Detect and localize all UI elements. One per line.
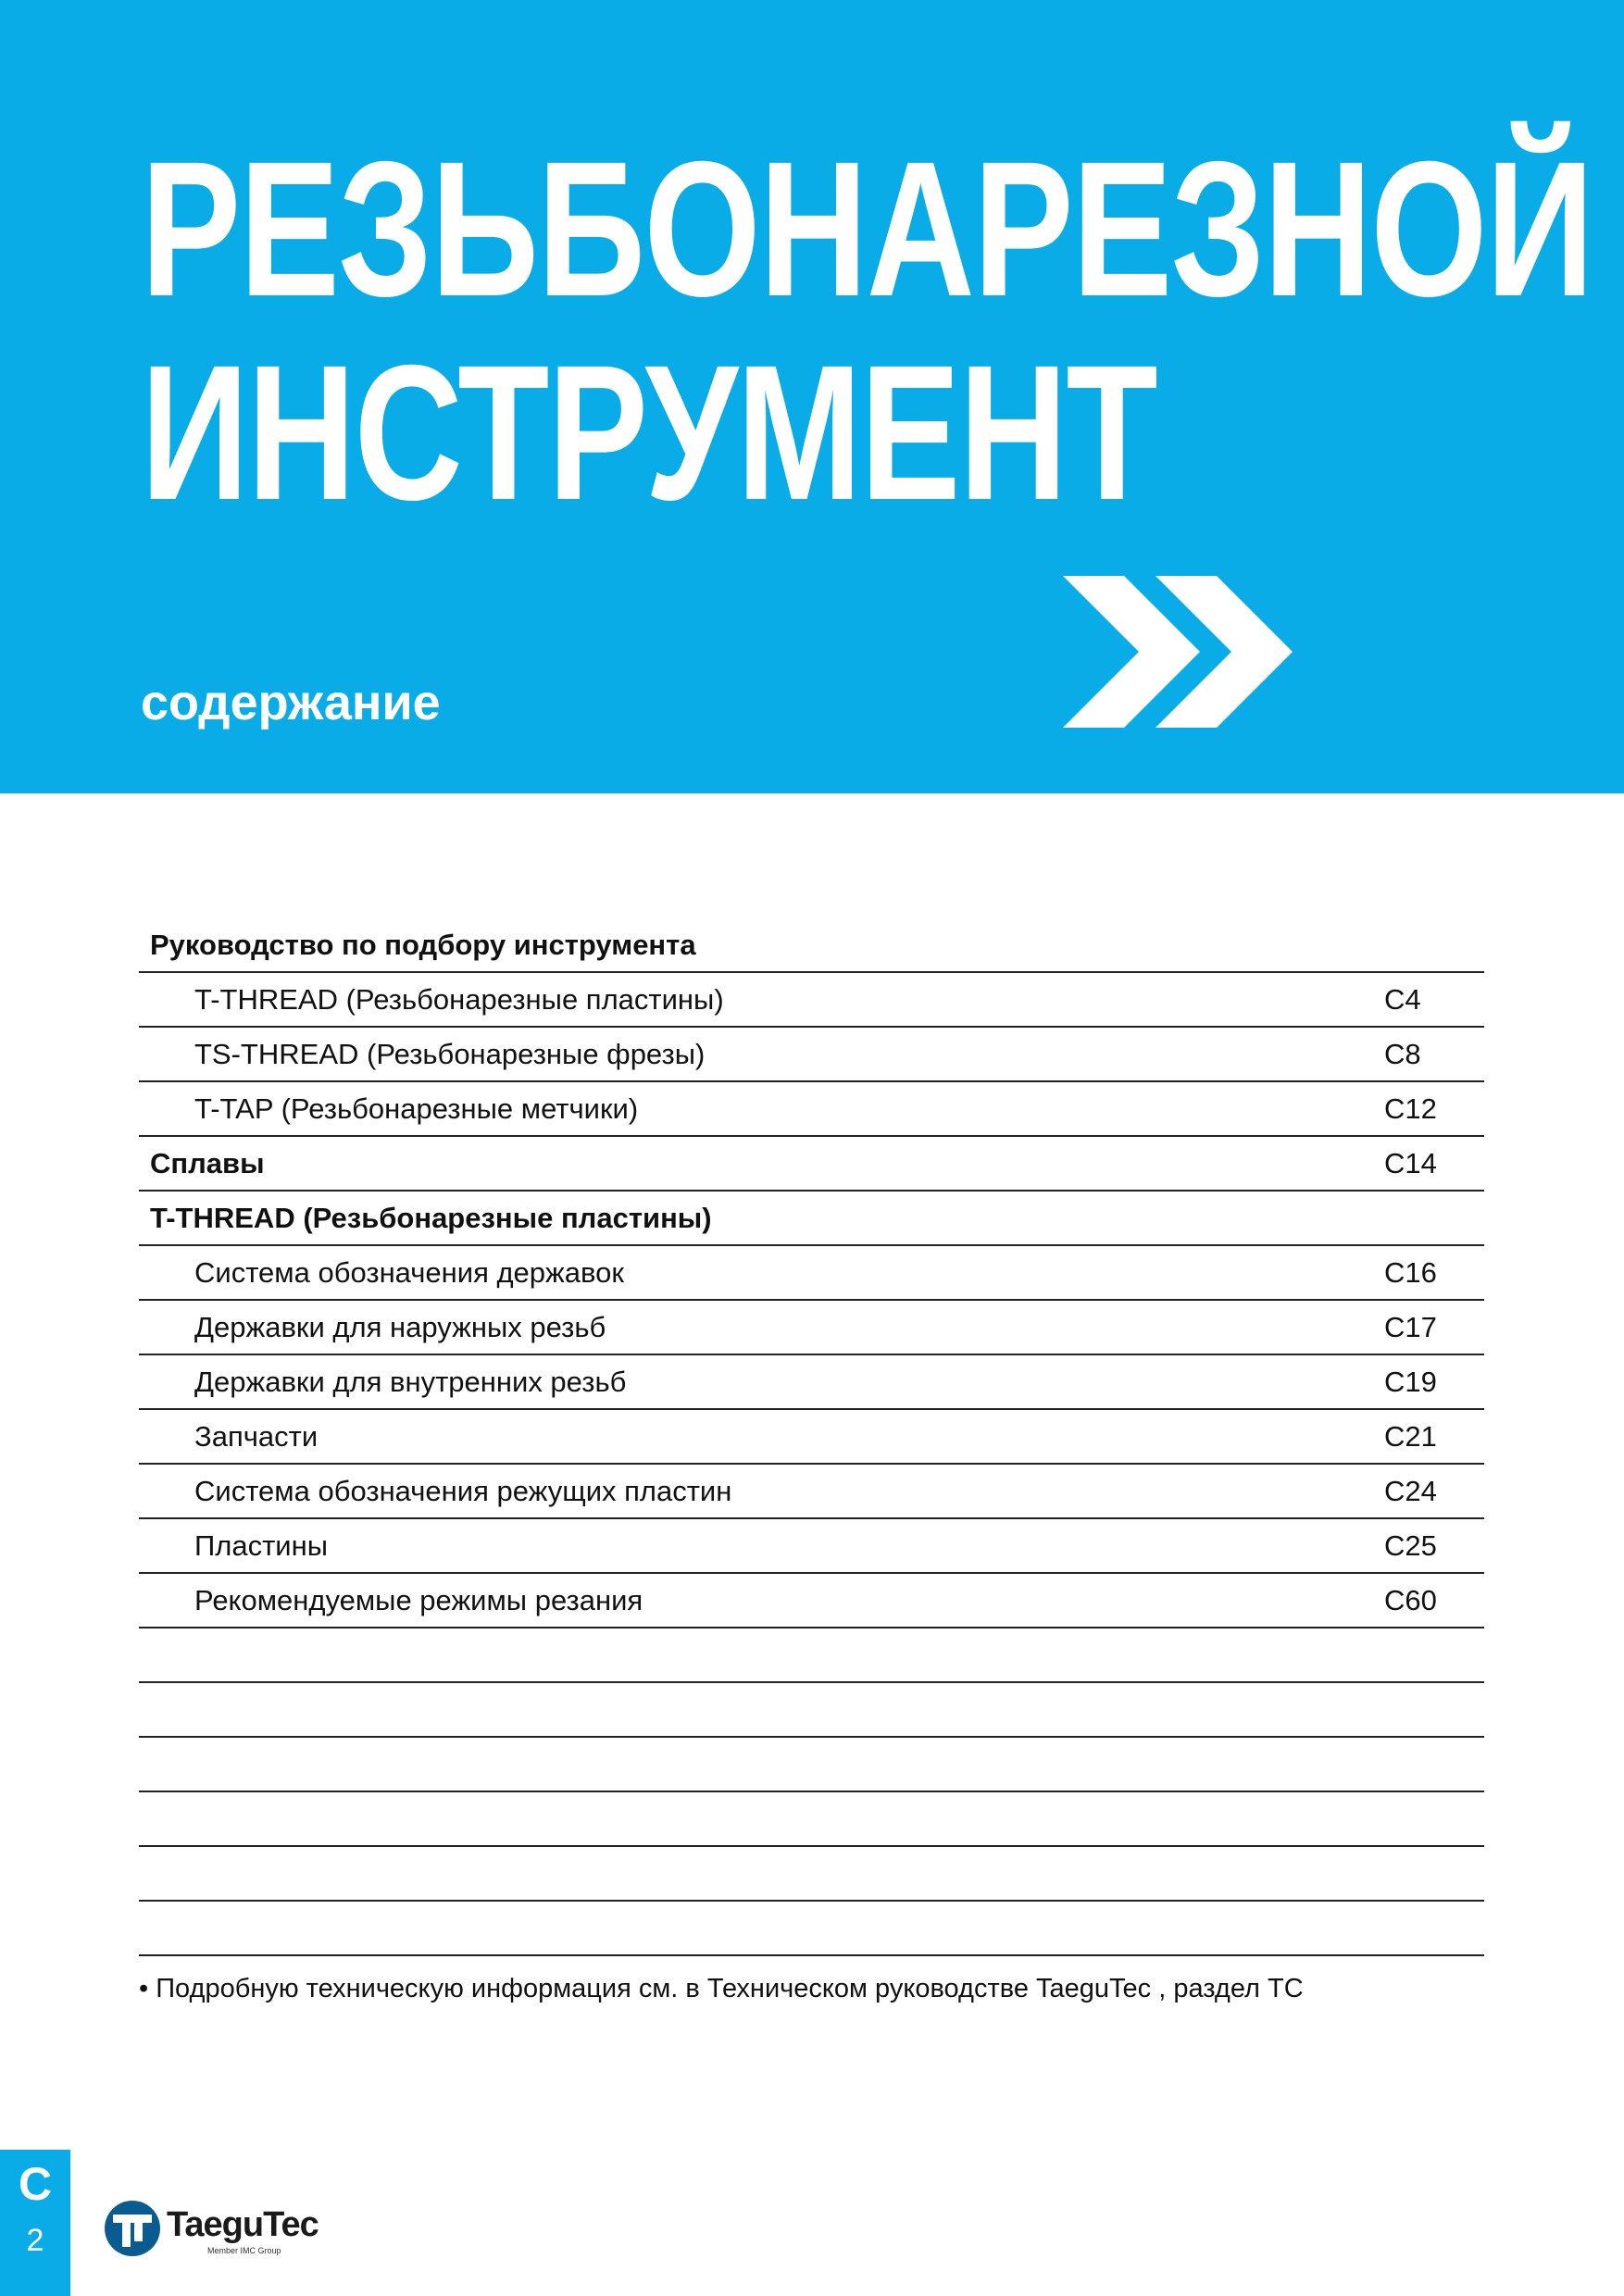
toc-row bbox=[139, 1137, 1484, 1192]
footnote: • Подробную техническую информация см. в Техническом руководстве TaeguTec , раздел TC bbox=[139, 1974, 1304, 2003]
toc-row bbox=[139, 1465, 1484, 1519]
toc-blank-row bbox=[139, 1847, 1484, 1902]
toc-row bbox=[139, 1301, 1484, 1355]
table-of-contents bbox=[139, 918, 1484, 1956]
toc-page-ref: C14 bbox=[1384, 1147, 1437, 1179]
page-title bbox=[141, 122, 1593, 541]
toc-row bbox=[139, 1519, 1484, 1574]
toc-entry-label: Система обозначения державок bbox=[194, 1256, 624, 1289]
toc-page-ref: C25 bbox=[1384, 1529, 1437, 1562]
logo-tagline: Member IMC Group bbox=[207, 2246, 281, 2255]
taegutec-logo bbox=[104, 2200, 344, 2261]
toc-row bbox=[139, 1355, 1484, 1410]
title-line-2: ИНСТРУМЕНТ bbox=[141, 326, 1157, 541]
toc-entry-label: Руководство по подбору инструмента bbox=[150, 929, 696, 961]
title-line-1: РЕЗЬБОНАРЕЗНОЙ bbox=[141, 122, 1593, 337]
toc-entry-label: T-THREAD (Резьбонарезные пластины) bbox=[194, 983, 724, 1016]
toc-entry-label: T-TAP (Резьбонарезные метчики) bbox=[194, 1092, 639, 1125]
toc-blank-row bbox=[139, 1902, 1484, 1956]
toc-page-ref: C16 bbox=[1384, 1256, 1437, 1289]
toc-entry-label: Рекомендуемые режимы резания bbox=[194, 1584, 643, 1616]
toc-entry-label: TS-THREAD (Резьбонарезные фрезы) bbox=[194, 1038, 706, 1070]
toc-row bbox=[139, 1410, 1484, 1465]
toc-page-ref: C21 bbox=[1384, 1420, 1437, 1453]
toc-page-ref: C60 bbox=[1384, 1584, 1437, 1616]
toc-row bbox=[139, 1082, 1484, 1137]
toc-row bbox=[139, 1574, 1484, 1628]
toc-entry-label: Запчасти bbox=[194, 1420, 319, 1453]
section-letter: C bbox=[18, 2158, 53, 2210]
subtitle: содержание bbox=[141, 675, 441, 730]
toc-page-ref: C19 bbox=[1384, 1366, 1437, 1398]
logo-wordmark: TaeguTec bbox=[167, 2205, 319, 2244]
toc-blank-row bbox=[139, 1738, 1484, 1792]
toc-entry-label: Пластины bbox=[194, 1529, 329, 1562]
toc-blank-row bbox=[139, 1792, 1484, 1847]
toc-entry-label: Система обозначения режущих пластин bbox=[194, 1475, 732, 1507]
section-tab bbox=[0, 2150, 70, 2296]
toc-row bbox=[139, 973, 1484, 1028]
toc-blank-row bbox=[139, 1628, 1484, 1683]
toc-row bbox=[139, 1192, 1484, 1246]
toc-row bbox=[139, 1246, 1484, 1301]
double-chevron-icon bbox=[1063, 576, 1313, 728]
toc-page-ref: C4 bbox=[1384, 983, 1421, 1016]
toc-entry-label: Державки для внутренних резьб bbox=[194, 1366, 627, 1398]
toc-row bbox=[139, 1028, 1484, 1082]
toc-entry-label: Сплавы bbox=[150, 1147, 265, 1179]
toc-page-ref: C12 bbox=[1384, 1092, 1437, 1125]
toc-row bbox=[139, 918, 1484, 973]
header-banner bbox=[0, 0, 1624, 793]
toc-page-ref: C17 bbox=[1384, 1311, 1437, 1343]
toc-entry-label: T-THREAD (Резьбонарезные пластины) bbox=[150, 1202, 712, 1234]
taegutec-logo-icon bbox=[104, 2200, 161, 2257]
page-number: 2 bbox=[26, 2223, 44, 2258]
toc-entry-label: Державки для наружных резьб bbox=[194, 1311, 606, 1343]
toc-page-ref: C8 bbox=[1384, 1038, 1421, 1070]
toc-page-ref: C24 bbox=[1384, 1475, 1437, 1507]
toc-blank-row bbox=[139, 1683, 1484, 1738]
